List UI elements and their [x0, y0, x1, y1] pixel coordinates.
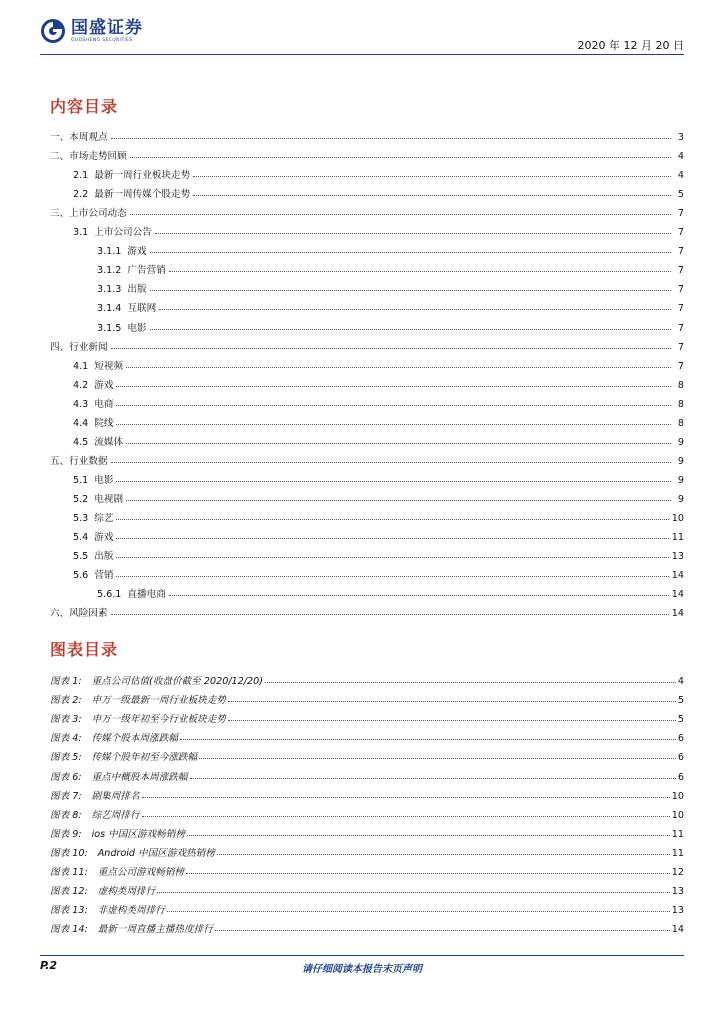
toc-entry-label: 电影	[94, 474, 114, 486]
figure-entry-title: ios 中国区游戏畅销榜	[91, 828, 185, 840]
toc-entry[interactable]	[50, 467, 684, 486]
toc-entry-page: 9	[677, 493, 684, 505]
toc-entry-number: 3.1.4	[97, 303, 122, 315]
toc-entry-page: 7	[677, 246, 684, 258]
toc-entry-page: 8	[677, 379, 684, 391]
dot-leader	[215, 930, 670, 931]
dot-leader	[111, 462, 671, 463]
figure-entry-label: 图表 5:	[50, 752, 82, 764]
toc-entry-label: 四、行业新闻	[50, 341, 108, 353]
figure-entry[interactable]	[50, 821, 684, 840]
figure-entry-label: 图表 10:	[50, 847, 88, 859]
toc-entry-number: 5.6	[73, 570, 89, 582]
toc-entry-page: 7	[677, 208, 684, 220]
toc-entry-label: 直播电商	[127, 589, 166, 601]
toc-entry[interactable]	[50, 124, 684, 143]
toc-entry-label: 广告营销	[127, 265, 166, 277]
toc-entry-number: 2.2	[73, 189, 89, 201]
dot-leader	[116, 481, 671, 482]
company-logo	[40, 18, 143, 44]
figure-entry-page: 14	[671, 924, 684, 936]
dot-leader	[111, 348, 671, 349]
toc-entry-label: 上市公司公告	[94, 227, 152, 239]
figure-entry-label: 图表 4:	[50, 733, 82, 745]
figure-entry-page: 6	[677, 733, 684, 745]
figure-entry-page: 10	[671, 809, 684, 821]
toc-entry-page: 9	[677, 436, 684, 448]
toc-entry-page: 7	[677, 265, 684, 277]
toc-entry-label: 五、行业数据	[50, 455, 108, 467]
figure-entry-label: 图表 7:	[50, 790, 82, 802]
toc-entry[interactable]	[50, 257, 684, 276]
toc-entry-label: 电商	[94, 398, 114, 410]
toc-heading: 内容目录	[50, 97, 119, 116]
dot-leader	[186, 873, 670, 874]
toc-entry-number: 5.2	[73, 493, 89, 505]
toc-entry-page: 14	[671, 570, 684, 582]
dot-leader	[116, 538, 668, 539]
dot-leader	[193, 176, 671, 177]
toc-entry[interactable]	[50, 505, 684, 524]
toc-entry-number: 5.5	[73, 551, 89, 563]
dot-leader	[126, 443, 671, 444]
toc-entry-page: 9	[677, 474, 684, 486]
toc-entry-page: 3	[677, 132, 684, 144]
figure-entry[interactable]	[50, 897, 684, 916]
dot-leader	[169, 271, 671, 272]
figure-entry[interactable]	[50, 706, 684, 725]
dot-leader	[228, 701, 676, 702]
toc-entry[interactable]	[50, 219, 684, 238]
figure-entry-label: 图表 9:	[50, 828, 82, 840]
toc-entry-page: 4	[677, 170, 684, 182]
toc-entry-page: 13	[671, 551, 684, 563]
figure-entry-title: 最新一周直播主播热度排行	[97, 924, 213, 936]
logo-subtitle: GUOSHENG SECURITIES	[71, 38, 133, 43]
figure-entry[interactable]	[50, 916, 684, 935]
figure-entry-title: 虚构类周排行	[97, 886, 156, 898]
toc-entry-number: 3.1.3	[97, 284, 122, 296]
toc-entry-label: 二、市场走势回顾	[50, 151, 127, 163]
toc-entry[interactable]	[50, 581, 684, 600]
toc-entry-number: 3.1.1	[97, 246, 122, 258]
page-number: P.2	[40, 959, 58, 972]
figure-entry-page: 5	[677, 714, 684, 726]
toc-entry[interactable]	[50, 295, 684, 314]
figure-entry-title: 重点公司估值(收盘价截至 2020/12/20)	[91, 676, 263, 688]
figure-entry-title: 重点中概股本周涨跌幅	[91, 771, 188, 783]
toc-entry-number: 2.1	[73, 170, 89, 182]
toc-entry[interactable]	[50, 524, 684, 543]
figure-entry-label: 图表 8:	[50, 809, 82, 821]
dot-leader	[187, 835, 670, 836]
figure-entry-title: 综艺周排行	[91, 809, 140, 821]
toc-entry[interactable]	[50, 410, 684, 429]
toc-entry[interactable]	[50, 200, 684, 219]
toc-entry-page: 5	[677, 189, 684, 201]
figure-entry-label: 图表 13:	[50, 905, 88, 917]
toc-entry[interactable]	[50, 276, 684, 295]
dot-leader	[116, 405, 671, 406]
toc-entry-label: 游戏	[94, 532, 114, 544]
toc-entry-number: 4.1	[73, 360, 89, 372]
toc-entry-page: 8	[677, 417, 684, 429]
toc-entry-label: 最新一周传媒个股走势	[94, 189, 191, 201]
toc-entry-page: 9	[677, 455, 684, 467]
toc-entry-number: 3.1	[73, 227, 89, 239]
figure-entry-page: 6	[677, 771, 684, 783]
dot-leader	[228, 720, 676, 721]
dot-leader	[217, 854, 670, 855]
dot-leader	[130, 157, 671, 158]
toc-entry-label: 电视剧	[94, 493, 124, 505]
toc-entry[interactable]	[50, 391, 684, 410]
toc-entry-number: 3.1.5	[97, 322, 122, 334]
dot-leader	[199, 758, 676, 759]
toc-entry[interactable]	[50, 162, 684, 181]
dot-leader	[155, 233, 671, 234]
toc-entry[interactable]	[50, 486, 684, 505]
toc-entry-label: 六、风险因素	[50, 608, 108, 620]
toc-entry-label: 综艺	[94, 512, 114, 524]
figure-entry-title: 申万一级最新一周行业板块走势	[91, 695, 226, 707]
figure-entry-page: 10	[671, 790, 684, 802]
figure-entry[interactable]	[50, 783, 684, 802]
page-header	[40, 18, 684, 58]
toc-entry[interactable]	[50, 372, 684, 391]
toc-entry-number: 5.3	[73, 512, 89, 524]
toc-entry-number: 5.6.1	[97, 589, 122, 601]
toc-entry-page: 10	[671, 512, 684, 524]
dot-leader	[150, 290, 671, 291]
figure-entry[interactable]	[50, 668, 684, 687]
toc-entry[interactable]	[50, 448, 684, 467]
disclaimer-note: 请仔细阅读本报告末页声明	[302, 964, 422, 975]
toc-entry-page: 7	[677, 284, 684, 296]
dot-leader	[111, 614, 669, 615]
report-date: 2020 年 12 月 20 日	[577, 39, 684, 52]
toc-entry[interactable]	[50, 429, 684, 448]
figure-list	[50, 668, 684, 935]
toc-entry-label: 一、本周观点	[50, 132, 108, 144]
toc-entry-number: 4.4	[73, 417, 89, 429]
header-divider	[40, 54, 684, 55]
figure-entry-page: 11	[671, 847, 684, 859]
figure-entry-title: 重点公司游戏畅销榜	[97, 867, 185, 879]
dot-leader	[130, 214, 671, 215]
figure-entry-page: 6	[677, 752, 684, 764]
toc-entry-number: 5.4	[73, 532, 89, 544]
figure-entry-page: 5	[677, 695, 684, 707]
figure-entry-label: 图表 6:	[50, 771, 82, 783]
dot-leader	[180, 739, 676, 740]
dot-leader	[167, 911, 670, 912]
dot-leader	[150, 252, 671, 253]
dot-leader	[116, 519, 668, 520]
figure-entry-title: 申万一级年初至今行业板块走势	[91, 714, 226, 726]
dot-leader	[111, 138, 671, 139]
dot-leader	[190, 778, 676, 779]
toc-entry-page: 8	[677, 398, 684, 410]
figure-entry-label: 图表 14:	[50, 924, 88, 936]
toc-entry-page: 7	[677, 360, 684, 372]
toc-entry[interactable]	[50, 562, 684, 581]
toc-entry-page: 11	[671, 532, 684, 544]
figure-entry-page: 12	[671, 867, 684, 879]
toc-entry-page: 7	[677, 227, 684, 239]
toc-entry-page: 7	[677, 303, 684, 315]
toc-entry-label: 互联网	[127, 303, 157, 315]
figure-entry-label: 图表 3:	[50, 714, 82, 726]
toc-entry[interactable]	[50, 600, 684, 619]
toc-entry-label: 游戏	[127, 246, 147, 258]
figure-entry-page: 13	[671, 905, 684, 917]
logo-icon	[40, 18, 66, 44]
figure-entry-label: 图表 1:	[50, 676, 82, 688]
figure-entry-label: 图表 12:	[50, 886, 88, 898]
dot-leader	[142, 816, 670, 817]
dot-leader	[265, 682, 676, 683]
figure-entry-title: 传媒个股年初至今涨跌幅	[91, 752, 198, 764]
toc-entry[interactable]	[50, 314, 684, 333]
figure-entry-title: Android 中国区游戏热销榜	[97, 847, 215, 859]
figure-entry-title: 非虚构类周排行	[97, 905, 165, 917]
toc-entry-label: 院线	[94, 417, 114, 429]
dot-leader	[193, 195, 671, 196]
figure-entry-page: 13	[671, 886, 684, 898]
dot-leader	[142, 797, 670, 798]
figure-entry-title: 剧集周排名	[91, 790, 140, 802]
toc-entry-page: 4	[677, 151, 684, 163]
toc-entry-label: 三、上市公司动态	[50, 208, 127, 220]
toc-entry-number: 3.1.2	[97, 265, 122, 277]
figure-entry[interactable]	[50, 687, 684, 706]
toc-entry[interactable]	[50, 353, 684, 372]
table-of-contents	[50, 124, 684, 619]
toc-entry-page: 14	[671, 608, 684, 620]
figure-entry[interactable]	[50, 763, 684, 782]
toc-entry[interactable]	[50, 543, 684, 562]
figure-entry[interactable]	[50, 744, 684, 763]
toc-entry-page: 7	[677, 322, 684, 334]
toc-entry-label: 最新一周行业板块走势	[94, 170, 191, 182]
figure-entry-label: 图表 2:	[50, 695, 82, 707]
toc-entry-number: 5.1	[73, 474, 89, 486]
toc-entry-label: 出版	[127, 284, 147, 296]
dot-leader	[150, 329, 671, 330]
toc-entry-label: 短视频	[94, 360, 124, 372]
figure-entry[interactable]	[50, 725, 684, 744]
dot-leader	[116, 557, 668, 558]
figure-entry[interactable]	[50, 802, 684, 821]
footer-divider	[40, 955, 684, 956]
figure-entry-page: 4	[677, 676, 684, 688]
dot-leader	[126, 367, 671, 368]
toc-entry-page: 14	[671, 589, 684, 601]
toc-entry-label: 游戏	[94, 379, 114, 391]
toc-entry-label: 出版	[94, 551, 114, 563]
dot-leader	[116, 386, 671, 387]
toc-entry-label: 流媒体	[94, 436, 124, 448]
toc-entry-label: 电影	[127, 322, 147, 334]
dot-leader	[116, 424, 671, 425]
dot-leader	[116, 576, 668, 577]
figure-entry[interactable]	[50, 859, 684, 878]
figure-list-heading: 图表目录	[50, 640, 119, 659]
toc-entry-number: 4.2	[73, 379, 89, 391]
figure-entry[interactable]	[50, 840, 684, 859]
toc-entry-page: 7	[677, 341, 684, 353]
dot-leader	[126, 500, 671, 501]
figure-entry-title: 传媒个股本周涨跌幅	[91, 733, 178, 745]
toc-entry-number: 4.3	[73, 398, 89, 410]
dot-leader	[159, 309, 671, 310]
dot-leader	[157, 892, 670, 893]
toc-entry-number: 4.5	[73, 436, 89, 448]
toc-entry[interactable]	[50, 143, 684, 162]
toc-entry[interactable]	[50, 181, 684, 200]
toc-entry[interactable]	[50, 334, 684, 353]
toc-entry[interactable]	[50, 238, 684, 257]
dot-leader	[169, 595, 669, 596]
figure-entry-label: 图表 11:	[50, 867, 88, 879]
figure-entry-page: 11	[671, 828, 684, 840]
logo-name: 国盛证券	[71, 18, 143, 38]
toc-entry-label: 营销	[94, 570, 114, 582]
figure-entry[interactable]	[50, 878, 684, 897]
